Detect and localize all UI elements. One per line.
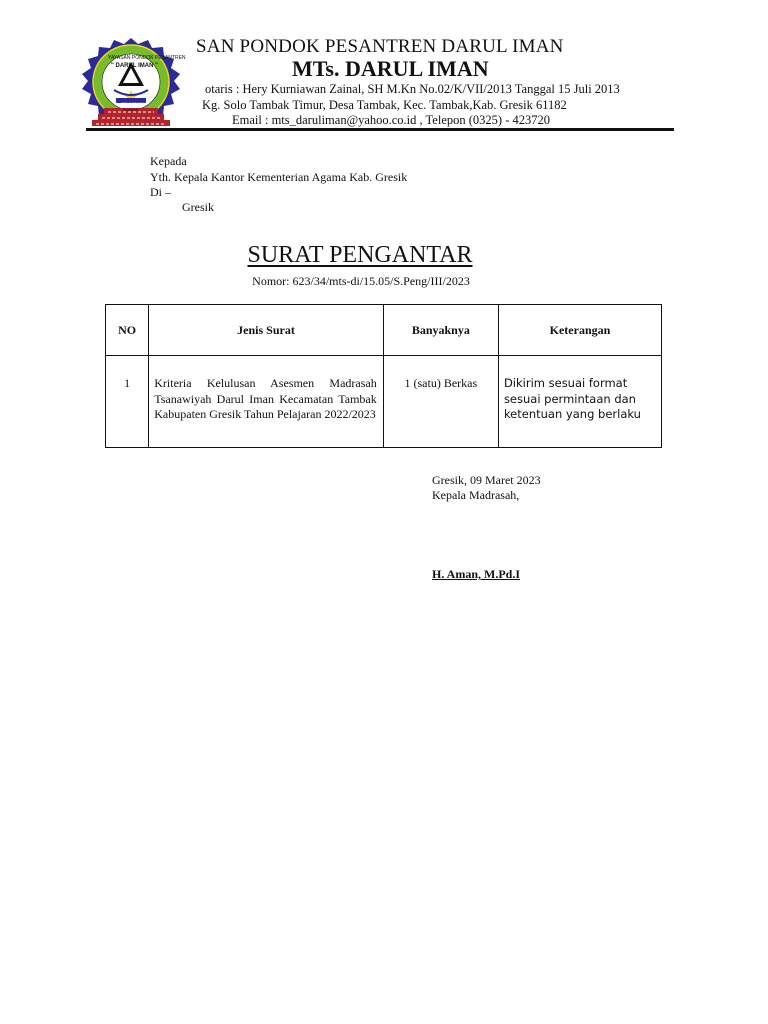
letter-number: Nomor: 623/34/mts-di/15.05/S.Peng/III/2023: [252, 274, 470, 288]
letterhead-divider: [86, 128, 674, 131]
logo-bottom-text-2: BAWEAN: [123, 108, 139, 112]
logo-name-text: " DARUL IMAN ": [111, 63, 158, 69]
signature-place-date: Gresik, 09 Maret 2023: [432, 473, 541, 487]
cell-keterangan: Dikirim sesuai format sesuai permintaan dan ketentuan yang berlaku: [498, 356, 661, 448]
recipient-at-label: Di –: [150, 185, 171, 199]
school-name: MTs. DARUL IMAN: [292, 56, 489, 81]
address-line: Kg. Solo Tambak Timur, Desa Tambak, Kec. Tambak,Kab. Gresik 61182: [202, 98, 567, 112]
header-jenis-surat: Jenis Surat: [149, 305, 384, 356]
recipient-addressee: Yth. Kepala Kantor Kementerian Agama Kab. Gresik: [150, 170, 408, 184]
signature-name: H. Aman, M.Pd.I: [432, 567, 521, 581]
cell-banyaknya: 1 (satu) Berkas: [383, 356, 498, 448]
cell-no: 1: [106, 356, 149, 448]
recipient-to-label: Kepada: [150, 154, 187, 168]
logo-bottom-text: Kg. SOLO TAMBAK: [115, 102, 147, 106]
letter-title: SURAT PENGANTAR: [247, 242, 473, 268]
logo-top-text: YAYASAN PONDOK PESANTREN: [108, 55, 186, 61]
header-no: NO: [106, 305, 149, 356]
foundation-name: SAN PONDOK PESANTREN DARUL IMAN: [196, 36, 564, 57]
contact-line: Email : mts_daruliman@yahoo.co.id , Telepon (0325) - 423720: [232, 113, 550, 127]
recipient-city: Gresik: [182, 200, 214, 214]
signature-position: Kepala Madrasah,: [432, 488, 520, 502]
cell-jenis-surat: Kriteria Kelulusan Asesmen Madrasah Tsanawiyah Darul Iman Kecamatan Tambak Kabupaten Gresik Tahun Pelajaran 2022/2023: [149, 356, 384, 448]
header-keterangan: Keterangan: [498, 305, 661, 356]
notary-line: otaris : Hery Kurniawan Zainal, SH M.Kn No.02/K/VII/2013 Tanggal 15 Juli 2013: [205, 82, 620, 96]
header-banyaknya: Banyaknya: [383, 305, 498, 356]
table-header-row: [106, 305, 662, 356]
school-logo: [70, 34, 192, 134]
items-table: [105, 304, 662, 448]
table-row: [106, 356, 662, 448]
